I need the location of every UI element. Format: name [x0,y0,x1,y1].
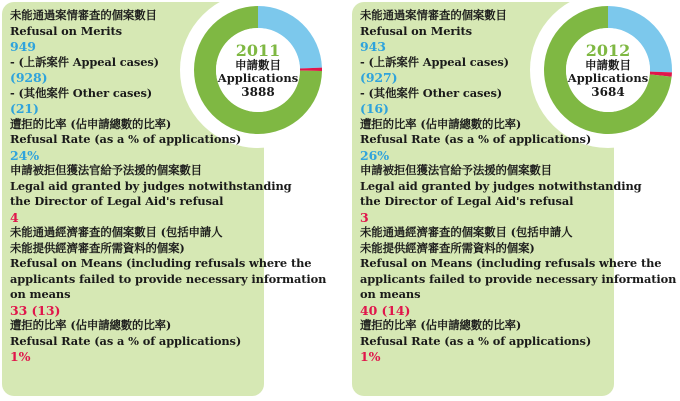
stat-text: the Director of Legal Aid's refusal [360,194,574,208]
applications-label-en: Applications [217,70,299,85]
year-label: 2012 [585,40,631,60]
applications-label-zh: 申請數目 [585,57,631,72]
stat-value: 26% [360,147,389,163]
stat-value: (928) [10,70,48,85]
stat-text: 遭拒的比率 (佔申請總數的比率) [360,116,522,131]
donut-center [540,2,676,138]
panel-2012 [352,2,677,398]
stat-text: 未能通過案情審查的個案數目 [10,8,157,22]
stat-text: Legal aid granted by judges notwithstanding [10,178,292,193]
stat-text: Refusal on Means (including refusals where the [10,256,312,270]
stat-text: - (上訴案件 Appeal cases) [360,54,509,69]
stat-text: - (上訴案件 Appeal cases) [10,54,159,69]
stat-text: Refusal Rate (as a % of applications) [360,333,592,348]
stat-text: Refusal Rate (as a % of applications) [10,132,242,146]
stat-text: Refusal on Means (including refusals where the [360,256,662,270]
stat-value: (21) [10,101,39,116]
stat-value: 1% [10,349,31,364]
stat-text: 申請被拒但獲法官給予法援的個案數目 [360,163,552,177]
stat-text: 未能通過案情審查的個案數目 [360,8,507,22]
stat-value: (16) [360,101,389,116]
stat-text: on means [10,287,71,301]
stat-value: 1% [360,349,381,364]
stat-text: Refusal Rate (as a % of applications) [10,333,242,348]
stat-text: Refusal on Merits [10,23,122,38]
stat-text: 遭拒的比率 (佔申請總數的比率) [10,116,172,131]
stat-text: 未能通過經濟審查的個案數目 (包括申請人 [360,225,573,239]
stat-value: 40 (14) [360,302,411,318]
stat-text: Refusal on Merits [360,23,472,38]
stat-value: 949 [10,39,36,54]
stat-value: 943 [360,39,386,54]
applications-total: 3888 [241,84,275,99]
stat-text: 遭拒的比率 (佔申請總數的比率) [10,318,172,332]
applications-total: 3684 [591,84,625,99]
stat-text: - (其他案件 Other cases) [10,85,153,100]
panel-2011 [2,2,327,398]
stat-value: 4 [10,209,19,225]
stat-text: 申請被拒但獲法官給予法援的個案數目 [10,163,202,177]
stat-text: 未能提供經濟審查所需資料的個案) [10,240,185,255]
stat-text: - (其他案件 Other cases) [360,85,503,100]
stat-text: 遭拒的比率 (佔申請總數的比率) [360,318,522,332]
stat-text: the Director of Legal Aid's refusal [10,194,224,208]
stat-value: 3 [360,209,369,225]
year-label: 2011 [235,40,281,60]
donut-center [190,2,326,138]
stat-value: 33 (13) [10,302,61,318]
stat-value: 24% [10,147,39,163]
stat-text: Refusal Rate (as a % of applications) [360,132,592,146]
stat-text: Legal aid granted by judges notwithstanding [360,178,642,193]
applications-label-zh: 申請數目 [235,57,281,72]
stat-text: 未能提供經濟審查所需資料的個案) [360,240,535,255]
stat-value: (927) [360,70,398,85]
stat-text: applicants failed to provide necessary information [10,271,327,286]
stat-text: 未能通過經濟審查的個案數目 (包括申請人 [10,225,223,239]
applications-label-en: Applications [567,70,649,85]
stat-text: on means [360,287,421,301]
stat-text: applicants failed to provide necessary information [360,271,677,286]
